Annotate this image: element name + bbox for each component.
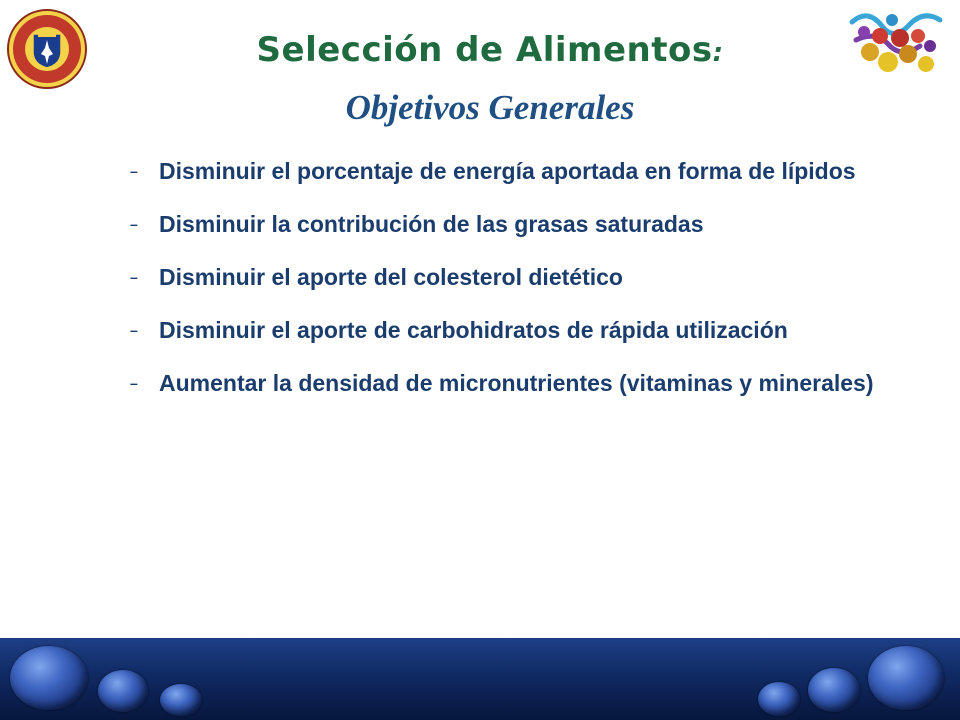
list-item xyxy=(130,256,890,298)
bullet-text: Disminuir el aporte de carbohidratos de rápida utilización xyxy=(159,317,788,343)
footer-band xyxy=(0,638,960,720)
bullet-text: Aumentar la densidad de micronutrientes (vitaminas y minerales) xyxy=(159,370,874,396)
bubble-icon xyxy=(10,646,88,710)
title-text: Selección de Alimentos xyxy=(256,30,713,70)
slide-subtitle: Objetivos Generales xyxy=(345,88,635,127)
slide-title xyxy=(160,30,820,70)
bubble-icon xyxy=(758,682,800,716)
list-item xyxy=(130,203,890,245)
list-item xyxy=(130,309,890,351)
bullet-text: Disminuir la contribución de las grasas saturadas xyxy=(159,211,704,237)
bubble-icon xyxy=(868,646,944,710)
bullet-dash-icon: – xyxy=(130,322,138,338)
list-item xyxy=(130,362,890,404)
molecule-model-icon xyxy=(842,6,950,84)
bullet-dash-icon: – xyxy=(130,269,138,285)
list-item xyxy=(130,150,890,192)
objectives-list xyxy=(130,150,890,415)
bubble-icon xyxy=(98,670,148,712)
bubble-icon xyxy=(808,668,860,712)
title-colon: : xyxy=(712,38,724,68)
bullet-dash-icon: – xyxy=(130,216,138,232)
bullet-text: Disminuir el aporte del colesterol dietético xyxy=(159,264,623,290)
bullet-dash-icon: – xyxy=(130,163,138,179)
bubble-icon xyxy=(160,684,202,716)
bullet-dash-icon: – xyxy=(130,375,138,391)
university-seal-icon xyxy=(6,8,88,90)
bullet-text: Disminuir el porcentaje de energía aportada en forma de lípidos xyxy=(159,158,856,184)
